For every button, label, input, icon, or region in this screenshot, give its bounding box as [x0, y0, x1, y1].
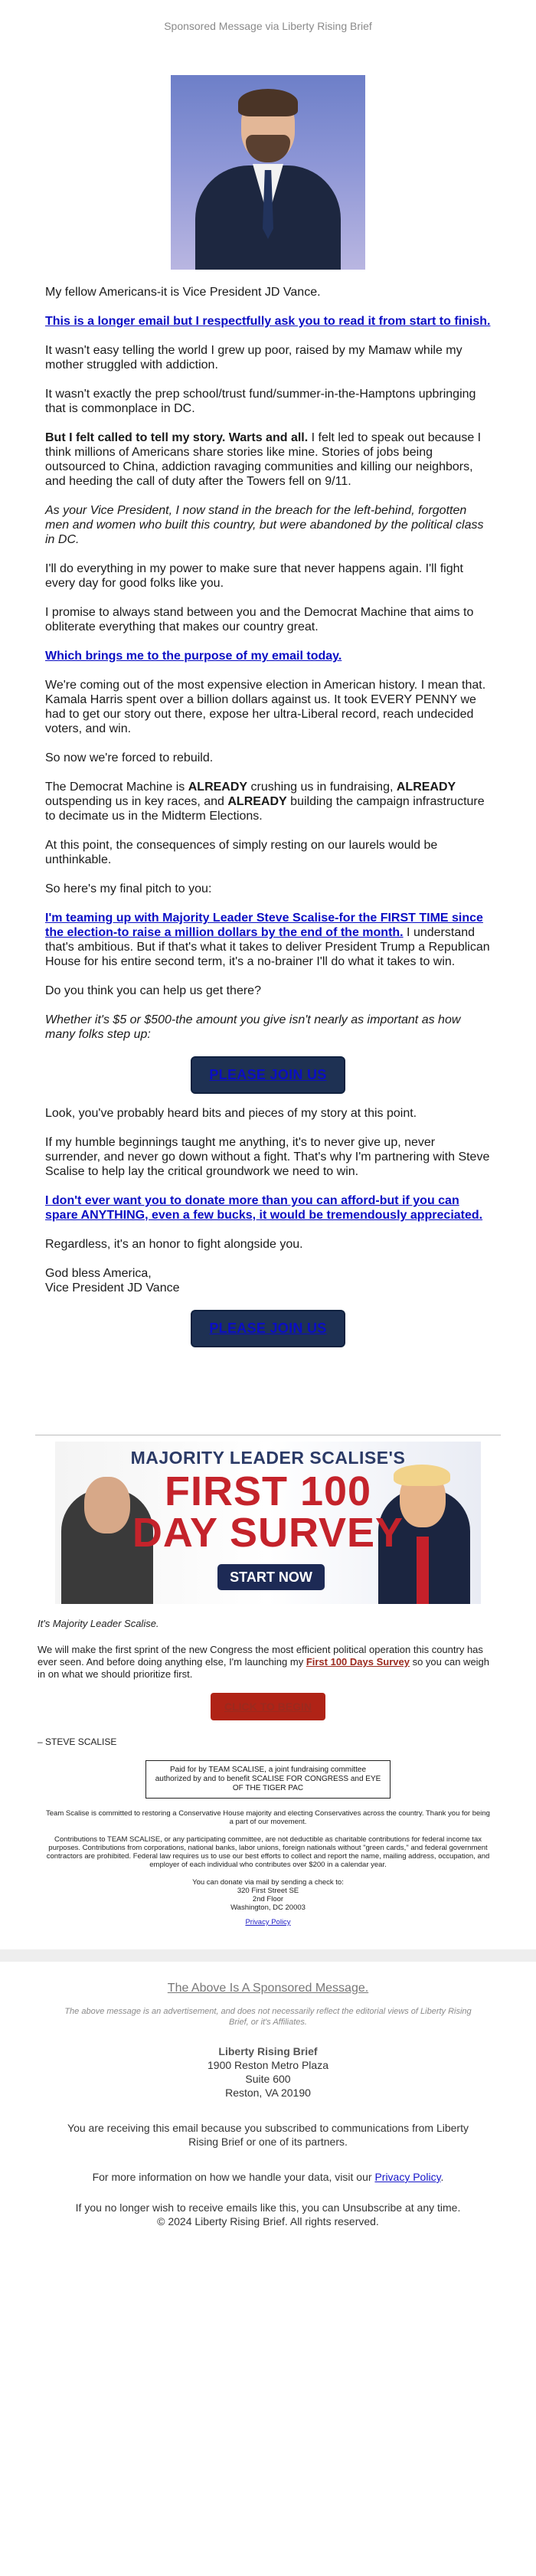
- sponsored-banner: Sponsored Message via Liberty Rising Brief: [164, 20, 372, 32]
- join-us-button-bottom[interactable]: PLEASE JOIN US: [191, 1310, 345, 1347]
- unsubscribe-text[interactable]: If you no longer wish to receive emails like this, you can Unsubscribe at any time.: [75, 2201, 461, 2214]
- letter-paragraph: It wasn't easy telling the world I grew up poor, raised by my Mamaw while my mother struggled with addiction.: [45, 344, 462, 372]
- survey-title-line2: DAY SURVEY: [132, 1510, 404, 1556]
- letter-paragraph: I'll do everything in my power to make sure that never happens again. I'll fight every day for good folks like you.: [45, 562, 463, 590]
- text-span: building the campaign infrastructure to decimate us in the Midterm Elections.: [45, 795, 485, 823]
- org-address-line: Suite 600: [245, 2073, 291, 2085]
- letter-paragraph: Look, you've probably heard bits and pieces of my story at this point.: [45, 1107, 417, 1120]
- start-now-button[interactable]: START NOW: [217, 1564, 325, 1590]
- mail-lead: You can donate via mail by sending a check to:: [192, 1878, 344, 1887]
- hero-photo: [171, 75, 365, 270]
- org-address-line: 1900 Reston Metro Plaza: [208, 2059, 328, 2071]
- click-to-begin-button[interactable]: CLICK TO BEGIN: [211, 1693, 325, 1720]
- footer-privacy-link[interactable]: Privacy Policy: [374, 2171, 441, 2183]
- letter-paragraph: Do you think you can help us get there?: [45, 984, 261, 997]
- paid-for-box: Paid for by TEAM SCALISE, a joint fundraising committee authorized by and to benefit SCALISE FOR CONGRESS and EYE OF THE TIGER PAC: [145, 1760, 391, 1799]
- letter-paragraph: [45, 430, 491, 489]
- text-span: so you can weigh in on what we should prioritize first.: [38, 1656, 490, 1680]
- org-address: [0, 2044, 536, 2100]
- letter-paragraph: As your Vice President, I now stand in the breach for the left-behind, forgotten men and women who built this country, but were abandoned by the political class in DC.: [45, 504, 484, 546]
- text-span: I felt led to speak out because I think millions of Americans share stories like mine. Stories of jobs being outsourced to China, addiction ravaging communities and killing our neighbors, and heeding the call of duty after the Towers fell on 9/11.: [45, 431, 482, 488]
- bold-text: But I felt called to tell my story. Warts and all.: [45, 431, 309, 444]
- text-span: outspending us in key races, and: [45, 795, 228, 808]
- text-span: I understand that's ambitious. But if that's what it takes to deliver President Trump a Republican House for his entire second term, it's a no-brainer I'll do what it takes to win.: [45, 926, 490, 968]
- hero-beard: [246, 135, 290, 162]
- letter-paragraph: We're coming out of the most expensive election in American history. I mean that. Kamala Harris spent over a billion dollars against us. It took EVERY PENNY we had to get our story out there, expose her ultra-Liberal record, reach undecided voters, and win.: [45, 679, 486, 735]
- receiving-note: You are receiving this email because you subscribed to communications from Liberty Rising Brief or one of its partners.: [67, 2122, 469, 2148]
- sponsor-paragraph: [38, 1644, 498, 1681]
- letter-paragraph: [45, 911, 491, 969]
- letter-paragraph: [45, 780, 491, 823]
- commitment-note: Team Scalise is committed to restoring a Conservative House majority and electing Conservatives across the country. Thank you for being a part of our movement.: [46, 1809, 490, 1826]
- letter-paragraph: So here's my final pitch to you:: [45, 882, 212, 895]
- letter-paragraph: If my humble beginnings taught me anything, it's to never give up, never surrender, and never go down without a fight. That's why I'm partnering with Steve Scalise to help lay the critical groundwork we need to win.: [45, 1136, 490, 1178]
- mail-line: 2nd Floor: [252, 1895, 284, 1903]
- letter-paragraph: Whether it's $5 or $500-the amount you give isn't nearly as important as how many folks step up:: [45, 1013, 461, 1041]
- survey-title-line1: FIRST 100: [164, 1468, 372, 1514]
- bold-text: ALREADY: [188, 781, 248, 794]
- ad-disclaimer: The above message is an advertisement, and does not necessarily reflect the editorial views of Liberty Rising Brief, or it's Affiliates.: [64, 2007, 472, 2027]
- org-name: Liberty Rising Brief: [218, 2045, 318, 2057]
- letter-paragraph: I promise to always stand between you and the Democrat Machine that aims to obliterate everything that makes our country great.: [45, 606, 474, 633]
- letter-paragraph: Regardless, it's an honor to fight alongside you.: [45, 1238, 303, 1251]
- mail-address: [0, 1878, 536, 1926]
- survey-subtitle: MAJORITY LEADER SCALISE'S: [130, 1448, 406, 1468]
- copyright: © 2024 Liberty Rising Brief. All rights reserved.: [157, 2215, 379, 2227]
- contribution-disclaimer: Contributions to TEAM SCALISE, or any participating committee, are not deductible as charitable contributions for federal income tax purposes. Contributions from corporations, national banks, labor unions, foreign nationals without "green cards," and federal government contractors are prohibited. Federal law requires us to use our best efforts to collect and report the name, mailing address, occupation, and employer of each individual who contributes over $200 in a calendar year.: [46, 1835, 490, 1869]
- read-through-link[interactable]: This is a longer email but I respectfully ask you to read it from start to finish.: [45, 315, 491, 328]
- text-span: crushing us in fundraising,: [247, 781, 397, 794]
- data-note: [0, 2170, 536, 2184]
- survey-banner[interactable]: [55, 1442, 481, 1604]
- closing: God bless America,: [45, 1267, 152, 1280]
- org-address-line: Reston, VA 20190: [225, 2087, 311, 2099]
- letter-paragraph: My fellow Americans-it is Vice President JD Vance.: [45, 286, 321, 299]
- join-us-button[interactable]: PLEASE JOIN US: [191, 1056, 345, 1094]
- survey-link[interactable]: First 100 Days Survey: [306, 1656, 410, 1668]
- text-span: .: [440, 2171, 444, 2183]
- signature: Vice President JD Vance: [45, 1281, 180, 1295]
- sponsor-lead: It's Majority Leader Scalise.: [38, 1618, 159, 1629]
- text-span: For more information on how we handle your data, visit our: [92, 2171, 375, 2183]
- sponsor-body: [0, 1618, 536, 1748]
- sponsor-privacy-link[interactable]: Privacy Policy: [245, 1918, 291, 1926]
- donate-link[interactable]: I don't ever want you to donate more than you can afford-but if you can spare ANYTHING, even a few bucks, it would be tremendously appreciated.: [45, 1194, 483, 1222]
- letter-paragraph: At this point, the consequences of simply resting on our laurels would be unthinkable.: [45, 839, 438, 866]
- bold-text: ALREADY: [227, 795, 287, 808]
- unsubscribe-note: [0, 2201, 536, 2228]
- mail-line: 320 First Street SE: [237, 1887, 299, 1895]
- scalise-signature: – STEVE SCALISE: [38, 1736, 117, 1747]
- survey-title: [55, 1468, 481, 1556]
- text-span: We will make the first sprint of the new Congress the most efficient political operation this country has ever seen. And before doing anything else, I'm launching my: [38, 1644, 483, 1668]
- letter-paragraph: It wasn't exactly the prep school/trust fund/summer-in-the-Hamptons upbringing that is commonplace in DC.: [45, 388, 476, 415]
- footer-separator: [0, 1949, 536, 1962]
- purpose-link[interactable]: Which brings me to the purpose of my email today.: [45, 650, 342, 663]
- text-span: The Democrat Machine is: [45, 781, 188, 794]
- letter-body: [0, 285, 536, 1347]
- hero-hair: [238, 89, 298, 116]
- bold-text: ALREADY: [396, 781, 456, 794]
- teaming-up-link[interactable]: I'm teaming up with Majority Leader Steve Scalise-for the FIRST TIME since the election-to raise a million dollars by the end of the month.: [45, 912, 483, 939]
- letter-paragraph: So now we're forced to rebuild.: [45, 751, 214, 764]
- mail-line: Washington, DC 20003: [230, 1903, 306, 1912]
- sponsored-heading: The Above Is A Sponsored Message.: [167, 1982, 369, 1995]
- footer: [0, 1962, 536, 2228]
